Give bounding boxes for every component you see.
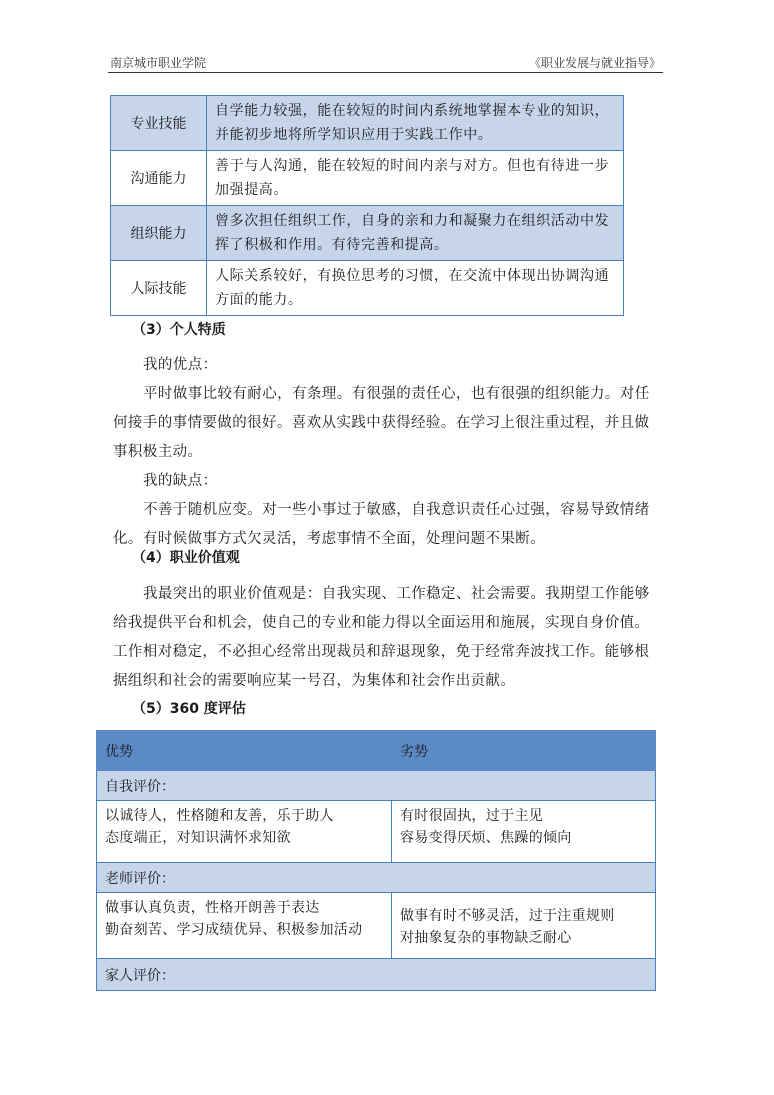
section-title-personal-traits: （3）个人特质	[132, 322, 226, 338]
skill-name: 人际技能	[111, 261, 207, 316]
self-strength-cell	[97, 801, 392, 863]
career-values-body	[113, 580, 663, 696]
list-item: 有时很固执，过于主见	[400, 808, 543, 824]
fault-text: 不善于随机应变。对一些小事过于敏感，自我意识责任心过强，容易导致情绪化。有时候做事方式欠灵活，考虑事情不全面，处理问题不果断。	[113, 502, 650, 547]
skill-description: 善于与人沟通，能在较短的时间内亲与对方。但也有待进一步加强提高。	[207, 151, 624, 206]
column-header-weakness: 劣势	[392, 731, 656, 771]
list-item: 态度端正，对知识满怀求知欲	[105, 830, 291, 846]
table-row	[97, 863, 656, 893]
teacher-weakness-cell	[392, 893, 656, 959]
skill-name: 沟通能力	[111, 151, 207, 206]
skill-description: 曾多次担任组织工作，自身的亲和力和凝聚力在组织活动中发挥了积极和作用。有待完善和提高。	[207, 206, 624, 261]
section-title-career-values: （4）职业价值观	[132, 550, 240, 566]
self-weakness-cell	[392, 801, 656, 863]
list-item: 对抽象复杂的事物缺乏耐心	[400, 930, 572, 946]
table-row	[97, 959, 656, 991]
merit-label: 我的优点：	[143, 357, 218, 373]
skill-name: 专业技能	[111, 96, 207, 151]
list-item: 做事有时不够灵活，过于注重规则	[400, 908, 615, 924]
list-item: 做事认真负责，性格开朗善于表达	[105, 900, 320, 916]
table-row	[97, 893, 656, 959]
table-row	[97, 801, 656, 863]
table-row	[111, 96, 624, 151]
list-item: 以诚待人，性格随和友善，乐于助人	[105, 808, 334, 824]
personal-traits-body	[113, 351, 663, 554]
family-evaluation-label: 家人评价：	[97, 959, 656, 991]
fault-label: 我的缺点：	[143, 473, 218, 489]
skill-name: 组织能力	[111, 206, 207, 261]
table-row	[111, 151, 624, 206]
skill-description: 人际关系较好，有换位思考的习惯，在交流中体现出协调沟通方面的能力。	[207, 261, 624, 316]
skills-table	[110, 95, 624, 316]
skill-description: 自学能力较强，能在较短的时间内系统地掌握本专业的知识，并能初步地将所学知识应用于实践工作中。	[207, 96, 624, 151]
table-row	[111, 261, 624, 316]
table-row	[111, 206, 624, 261]
table-header-row	[97, 731, 656, 771]
list-item: 容易变得厌烦、焦躁的倾向	[400, 830, 572, 846]
column-header-strength: 优势	[97, 731, 392, 771]
teacher-evaluation-label: 老师评价：	[97, 863, 656, 893]
header-book-title: 《职业发展与就业指导》	[528, 56, 661, 70]
list-item: 勤奋刻苦、学习成绩优异、积极参加活动	[105, 922, 363, 938]
table-row	[97, 771, 656, 801]
evaluation-table	[96, 730, 656, 991]
page-header	[108, 52, 663, 73]
career-values-text: 我最突出的职业价值观是：自我实现、工作稳定、社会需要。我期望工作能够给我提供平台和机会，使自己的专业和能力得以全面运用和施展，实现自身价值。工作相对稳定，不必担心经常出现裁员和辞退现象，免于经常奔波找工作。能够根据组织和社会的需要响应某一号召，为集体和社会作出贡献。	[113, 586, 650, 689]
self-evaluation-label: 自我评价：	[97, 771, 656, 801]
header-school-name: 南京城市职业学院	[110, 56, 207, 70]
teacher-strength-cell	[97, 893, 392, 959]
section-title-360-evaluation: （5）360 度评估	[132, 701, 246, 717]
merit-text: 平时做事比较有耐心，有条理。有很强的责任心，也有很强的组织能力。对任何接手的事情要做的很好。喜欢从实践中获得经验。在学习上很注重过程，并且做事积极主动。	[113, 386, 650, 460]
